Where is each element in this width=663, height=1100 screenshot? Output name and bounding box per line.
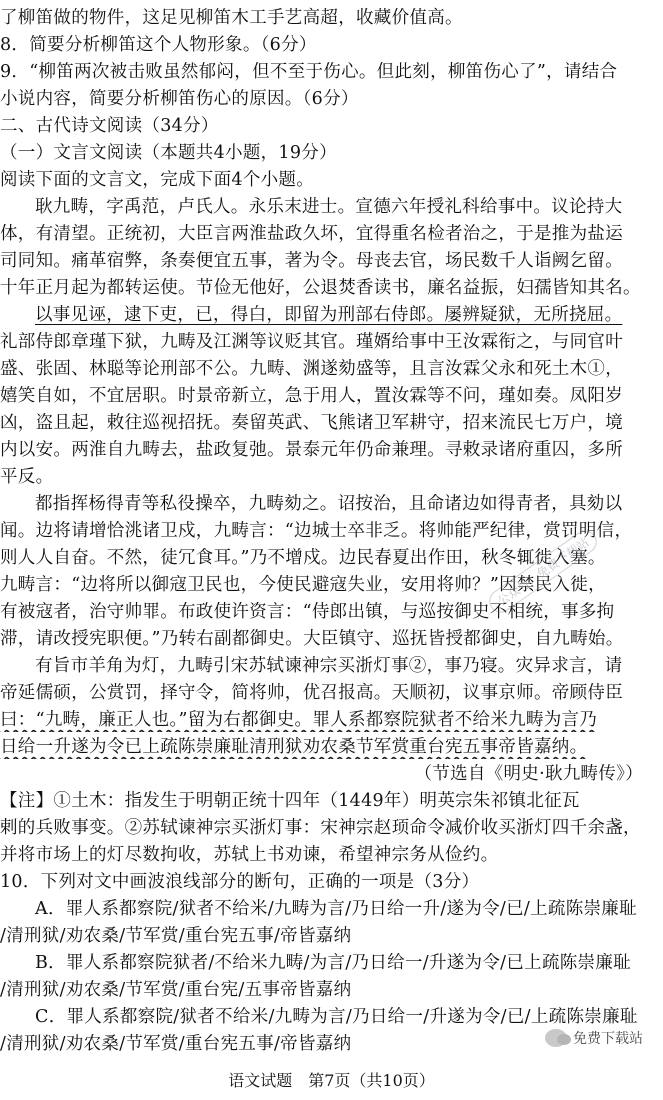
passage-line: 有被寇者，治守帅罪。布政使许资言：“侍郎出镇，与巡按御史不相统，事多拘 — [0, 602, 615, 622]
instruction: 阅读下面的文言文，完成下面4个小题。 — [0, 170, 315, 190]
option-b: B．罪人系都察院狱者/不给米九畴/为言/乃日给一/升遂为令/已上疏陈崇廉耻 — [35, 953, 631, 973]
question-10: 10．下列对文中画波浪线部分的断句，正确的一项是（3分） — [0, 872, 480, 892]
question-9: 9．“柳笛两次被击败虽然郁闷，但不至于伤心。但此刻，柳笛伤心了”，请结合 — [0, 62, 618, 82]
underlined-sentence: 以事见诬，逮下吏，已，得白，即留为刑部右侍郎。屡辨疑狱，无所挠屈。 — [35, 305, 623, 325]
option-b-cont: /清刑狱/劝农桑/节军赏/重台宪/五事帝皆嘉纳 — [0, 980, 352, 1000]
passage-line: 滞，请改授宪职便。”乃转右副都御史。大臣镇守、巡抚皆授都御史，自九畴始。 — [0, 629, 624, 649]
passage-line: 闻。边将请增恰洮诸卫戍，九畴言：“边城士卒非乏。将帅能严纪律，赏罚明信， — [0, 521, 633, 541]
section-heading: 二、古代诗文阅读（34分） — [0, 116, 219, 136]
passage-line: 则人人自奋。不然，徒冗食耳。”乃不增戍。边民春夏出作田，秋冬辄徙入塞。 — [0, 548, 606, 568]
passage-line-underlined — [0, 303, 663, 327]
passage-line: 盛、张固、林聪等论刑部不公。九畴、渊遂劾盛等，且言汝霖父永和死土木①， — [0, 359, 623, 379]
passage-line: 都指挥杨得青等私役操卒，九畴劾之。诏按治，且命诸边如得青者，具劾以 — [35, 494, 623, 514]
passage-line: 礼部侍郎章瑾下狱，九畴及江渊等议贬其官。瑾婿给事中王汝霖衔之，与同官叶 — [0, 332, 623, 352]
passage-line: 嬉笑自如，不宜居职。时景帝新立，急于用人，置汝霖等不问，瑾如奏。凤阳岁 — [0, 386, 623, 406]
passage-line: 体，有清望。正统初，大臣言两淮盐政久坏，宜得重名检者治之，于是推为盐运 — [0, 224, 623, 244]
passage-line: 平反。 — [0, 467, 54, 487]
page-footer: 语文试题 第7页（共10页） — [228, 1071, 435, 1090]
passage-line: 十年正月起为都转运使。节俭无他好，公退焚香读书，廉名益振，妇孺皆知其名。 — [0, 278, 641, 298]
passage-line: 内以安。两淮自九畴去，盐政复弛。景泰元年仍命兼理。寻敕录诸府重囚，多所 — [0, 440, 623, 460]
stamp-watermark: 公众号：免费下载站 — [485, 526, 601, 617]
source-citation: （节选自《明史·耿九畴传》） — [414, 764, 643, 784]
passage-line-wavy — [0, 708, 663, 732]
passage-line: 帝延儒硕，公赏罚，择守令，简将帅，优召报高。天顺初，议事京师。帝顾侍臣 — [0, 683, 623, 703]
note-line: 【注】①土木：指发生于明朝正统十四年（1449年）明英宗朱祁镇北征瓦 — [0, 791, 580, 811]
passage-line-wavy — [0, 735, 663, 759]
passage-line: 凶，盗且起，敕往巡视招抚。奏留英武、飞熊诸卫军耕守，招来流民七万户，境 — [0, 413, 623, 433]
passage-line: 有旨市羊角为灯，九畴引宋苏轼谏神宗买浙灯事②，事乃寝。灾异求言，请 — [35, 656, 623, 676]
wavy-underlined-text: 日给一升遂为令已上疏陈崇廉耻清刑狱劝农桑节军赏重台宪五事帝皆嘉纳。 — [0, 737, 588, 757]
option-a: A．罪人系都察院/狱者不给米/九畴为言/乃日给一升/遂为令/已/上疏陈崇廉耻 — [35, 899, 637, 919]
note-line: 并将市场上的灯尽数拘收，苏轼上书劝谏，希望神宗务从俭约。 — [0, 845, 499, 865]
subsection-heading: （一）文言文阅读（本题共4小题，19分） — [0, 143, 337, 163]
note-line: 剌的兵败事变。②苏轼谏神宗买浙灯事：宋神宗赵顼命令减价收买浙灯四千余盏， — [0, 818, 641, 838]
watermark — [545, 1028, 643, 1048]
option-c-cont: /清刑狱/劝农桑/节军赏/重台宪五事/帝皆嘉纳 — [0, 1034, 352, 1054]
wechat-icon — [545, 1029, 567, 1047]
text-line: 小说内容，简要分析柳笛伤心的原因。（6分） — [0, 89, 359, 109]
passage-line: 九畴言：“边将所以御寇卫民也，今使民避寇失业，安用将帅？”因禁民入徙， — [0, 575, 606, 595]
watermark-text: 免费下载站 — [573, 1031, 643, 1047]
passage-line: 耿九畴，字禹范，卢氏人。永乐末进士。宣德六年授礼科给事中。议论持大 — [35, 197, 623, 217]
question-8: 8．简要分析柳笛这个人物形象。（6分） — [0, 35, 317, 55]
passage-line: 司同知。痛革宿弊，条奏便宜五事，著为令。母丧去官，场民数千人诣阙乞留。 — [0, 251, 623, 271]
wavy-underlined-text: 曰：“九畴，廉正人也。”留为右都御史。罪人系都察院狱者不给米九畴为言乃 — [0, 710, 598, 730]
text-line: 了柳笛做的物件，这足见柳笛木工手艺高超，收藏价值高。 — [0, 8, 463, 28]
option-c: C．罪人系都察院/狱者不给米/九畴为言/乃日给一/升遂为令/已/上疏陈崇廉耻 — [35, 1007, 638, 1027]
option-a-cont: /清刑狱/劝农桑/节军赏/重台宪五事/帝皆嘉纳 — [0, 926, 352, 946]
